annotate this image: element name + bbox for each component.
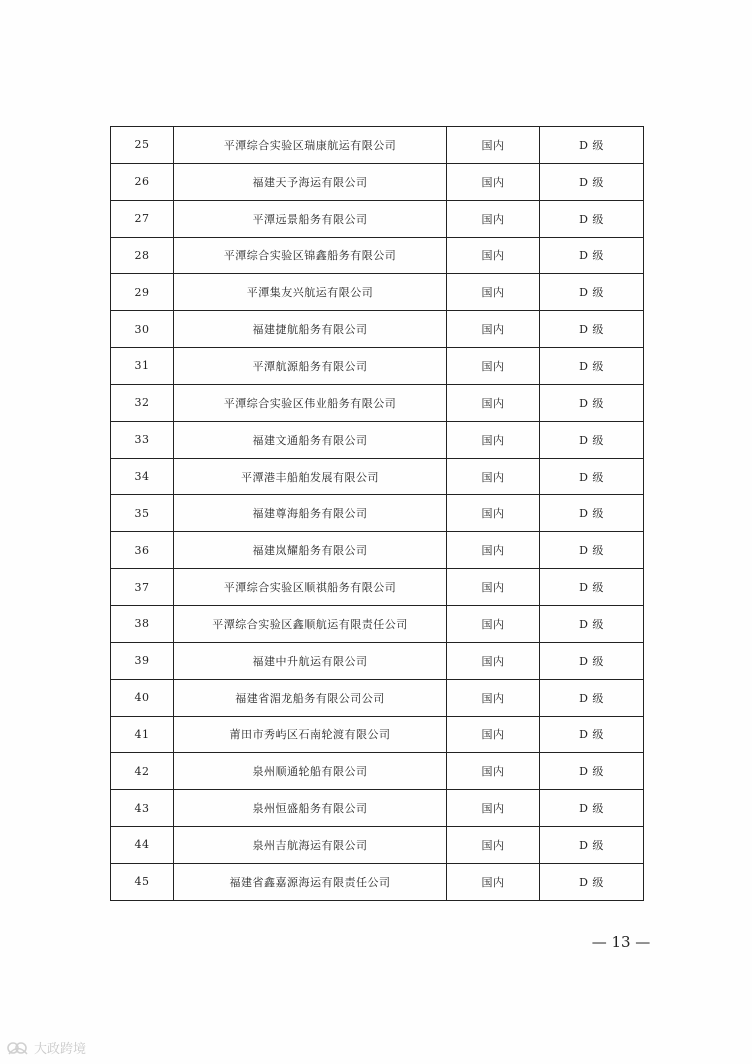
cell-grade: D 级 [540, 790, 644, 827]
cell-scope: 国内 [447, 458, 540, 495]
table-row [111, 827, 644, 864]
cell-grade: D 级 [540, 274, 644, 311]
cell-number: 38 [111, 605, 174, 642]
cell-grade: D 级 [540, 863, 644, 900]
cell-number: 30 [111, 311, 174, 348]
cell-scope: 国内 [447, 495, 540, 532]
table-row [111, 274, 644, 311]
cell-number: 40 [111, 679, 174, 716]
table-row [111, 605, 644, 642]
cell-grade: D 级 [540, 200, 644, 237]
cell-company-name: 平潭港丰船舶发展有限公司 [174, 458, 447, 495]
cell-company-name: 福建尊海船务有限公司 [174, 495, 447, 532]
cell-number: 36 [111, 532, 174, 569]
cell-scope: 国内 [447, 790, 540, 827]
company-grade-table [110, 126, 644, 901]
table-row [111, 348, 644, 385]
cell-scope: 国内 [447, 237, 540, 274]
cell-scope: 国内 [447, 348, 540, 385]
cell-number: 44 [111, 827, 174, 864]
cell-grade: D 级 [540, 127, 644, 164]
cell-scope: 国内 [447, 127, 540, 164]
cell-grade: D 级 [540, 163, 644, 200]
table-row [111, 532, 644, 569]
cell-scope: 国内 [447, 311, 540, 348]
table-row [111, 790, 644, 827]
table-row [111, 458, 644, 495]
table-row [111, 200, 644, 237]
cell-scope: 国内 [447, 605, 540, 642]
cell-number: 39 [111, 642, 174, 679]
cell-grade: D 级 [540, 605, 644, 642]
cell-company-name: 平潭综合实验区瑞康航运有限公司 [174, 127, 447, 164]
cell-number: 41 [111, 716, 174, 753]
cell-company-name: 福建捷航船务有限公司 [174, 311, 447, 348]
cell-scope: 国内 [447, 274, 540, 311]
page-number: — 13 — [591, 933, 651, 951]
cell-company-name: 福建中升航运有限公司 [174, 642, 447, 679]
cell-company-name: 平潭综合实验区鑫顺航运有限责任公司 [174, 605, 447, 642]
cell-number: 25 [111, 127, 174, 164]
watermark [6, 1038, 86, 1057]
cell-grade: D 级 [540, 679, 644, 716]
table-row [111, 421, 644, 458]
table-row [111, 716, 644, 753]
cell-number: 32 [111, 384, 174, 421]
table-row [111, 569, 644, 606]
cell-company-name: 福建省鑫嘉源海运有限责任公司 [174, 863, 447, 900]
cell-scope: 国内 [447, 569, 540, 606]
table-row [111, 311, 644, 348]
cell-number: 26 [111, 163, 174, 200]
cell-company-name: 福建岚耀船务有限公司 [174, 532, 447, 569]
cell-company-name: 平潭远景船务有限公司 [174, 200, 447, 237]
cell-grade: D 级 [540, 311, 644, 348]
cell-number: 34 [111, 458, 174, 495]
cell-grade: D 级 [540, 348, 644, 385]
cell-scope: 国内 [447, 716, 540, 753]
cell-number: 45 [111, 863, 174, 900]
cell-scope: 国内 [447, 753, 540, 790]
cell-number: 42 [111, 753, 174, 790]
cell-grade: D 级 [540, 569, 644, 606]
cell-number: 35 [111, 495, 174, 532]
table-row [111, 679, 644, 716]
cell-scope: 国内 [447, 200, 540, 237]
table-row [111, 753, 644, 790]
table-row [111, 384, 644, 421]
cell-number: 29 [111, 274, 174, 311]
cell-company-name: 平潭航源船务有限公司 [174, 348, 447, 385]
watermark-text: 大政跨境 [34, 1042, 87, 1057]
cell-company-name: 泉州吉航海运有限公司 [174, 827, 447, 864]
cell-company-name: 泉州顺通轮船有限公司 [174, 753, 447, 790]
cell-company-name: 平潭综合实验区锦鑫船务有限公司 [174, 237, 447, 274]
cell-company-name: 福建文通船务有限公司 [174, 421, 447, 458]
cell-grade: D 级 [540, 532, 644, 569]
cell-grade: D 级 [540, 642, 644, 679]
cell-grade: D 级 [540, 458, 644, 495]
cell-number: 33 [111, 421, 174, 458]
cell-grade: D 级 [540, 716, 644, 753]
table-row [111, 127, 644, 164]
cell-grade: D 级 [540, 384, 644, 421]
cell-company-name: 莆田市秀屿区石南轮渡有限公司 [174, 716, 447, 753]
cell-grade: D 级 [540, 421, 644, 458]
table-body [111, 127, 644, 901]
cell-company-name: 平潭综合实验区伟业船务有限公司 [174, 384, 447, 421]
cell-scope: 国内 [447, 679, 540, 716]
cell-number: 28 [111, 237, 174, 274]
cell-company-name: 平潭集友兴航运有限公司 [174, 274, 447, 311]
cell-scope: 国内 [447, 642, 540, 679]
table-row [111, 163, 644, 200]
cell-company-name: 泉州恒盛船务有限公司 [174, 790, 447, 827]
cell-company-name: 福建天予海运有限公司 [174, 163, 447, 200]
table-row [111, 642, 644, 679]
cell-scope: 国内 [447, 163, 540, 200]
cell-grade: D 级 [540, 495, 644, 532]
table-row [111, 237, 644, 274]
cell-number: 43 [111, 790, 174, 827]
cell-grade: D 级 [540, 237, 644, 274]
cell-number: 27 [111, 200, 174, 237]
cell-scope: 国内 [447, 384, 540, 421]
cell-number: 37 [111, 569, 174, 606]
lotus-logo-icon [6, 1039, 30, 1057]
cell-scope: 国内 [447, 421, 540, 458]
cell-grade: D 级 [540, 827, 644, 864]
cell-company-name: 平潭综合实验区顺祺船务有限公司 [174, 569, 447, 606]
table-row [111, 863, 644, 900]
cell-scope: 国内 [447, 532, 540, 569]
cell-number: 31 [111, 348, 174, 385]
cell-grade: D 级 [540, 753, 644, 790]
cell-scope: 国内 [447, 863, 540, 900]
cell-scope: 国内 [447, 827, 540, 864]
cell-company-name: 福建省湄龙船务有限公司公司 [174, 679, 447, 716]
table-row [111, 495, 644, 532]
